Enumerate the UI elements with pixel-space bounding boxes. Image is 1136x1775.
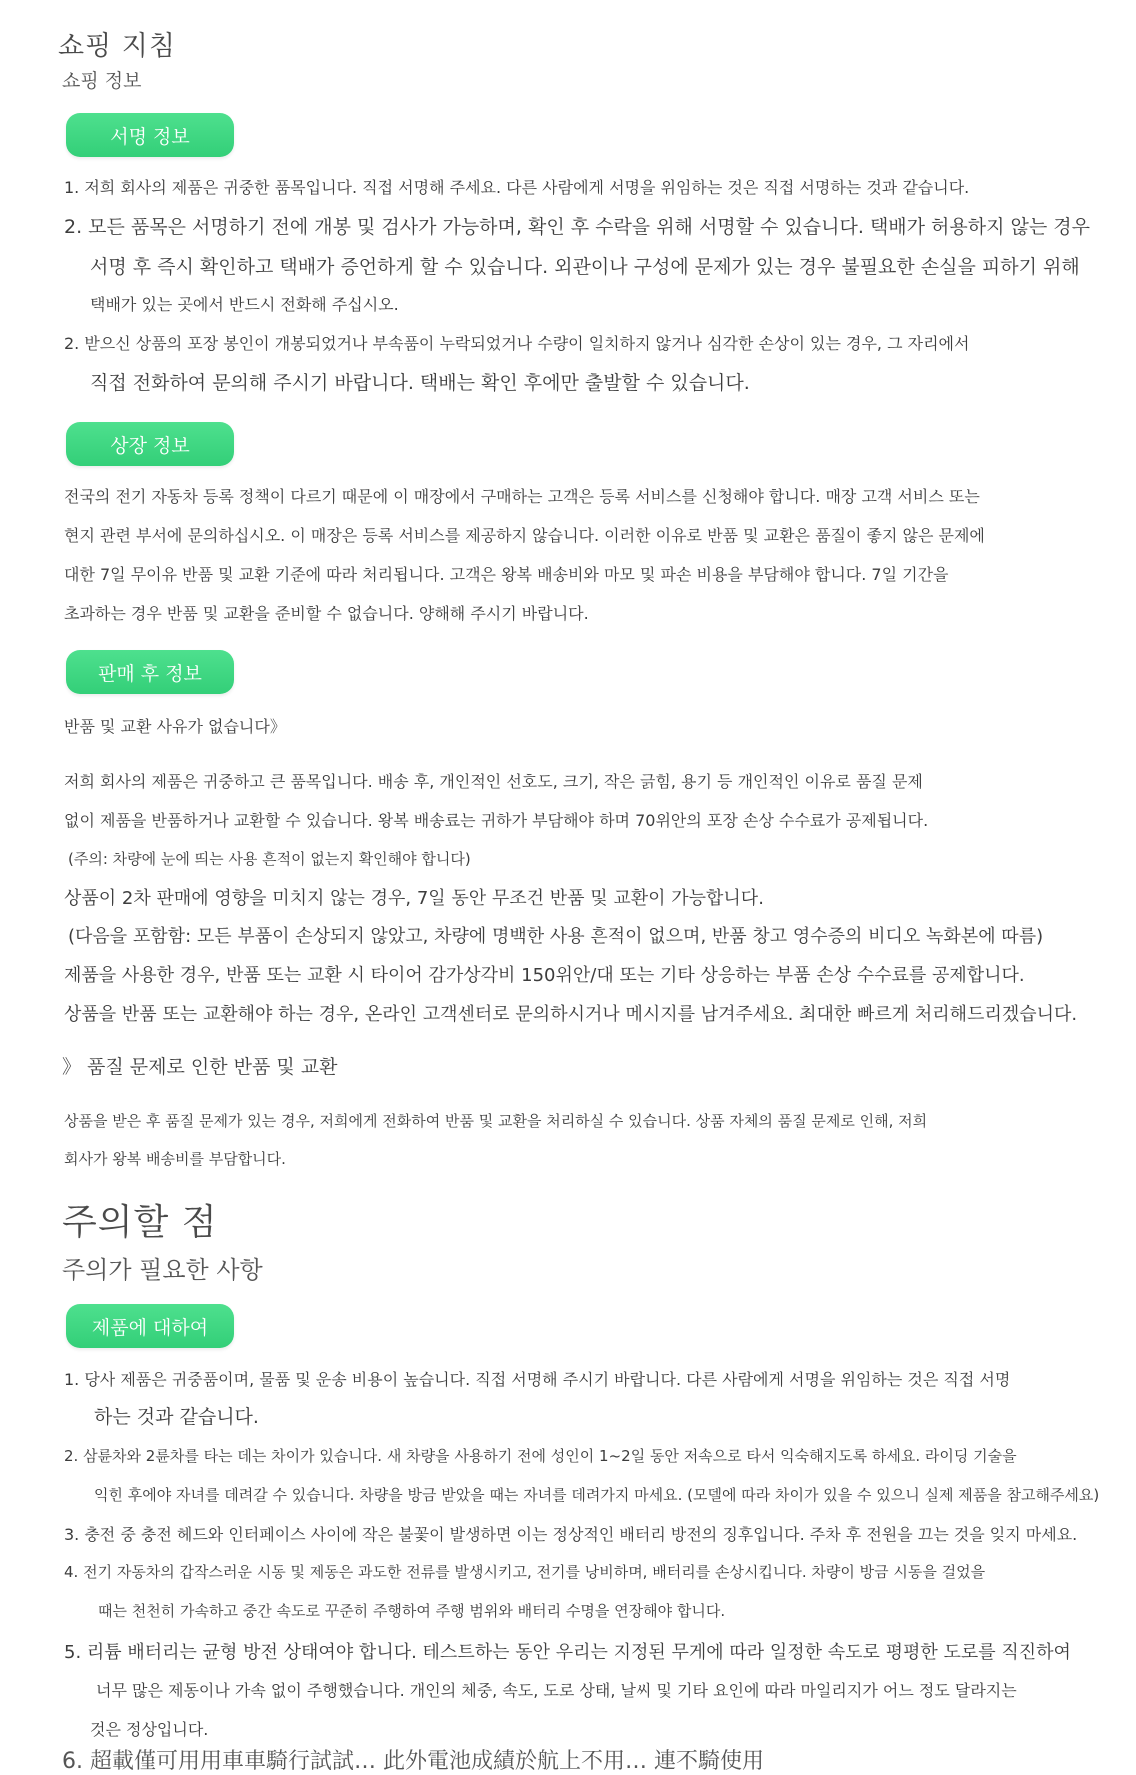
listing-line-1: 전국의 전기 자동차 등록 정책이 다르기 때문에 이 매장에서 구매하는 고객은 등록 서비스를 신청해야 합니다. 매장 고객 서비스 또는 xyxy=(64,487,980,506)
shopping-guide-title: 쇼핑 지침 xyxy=(58,31,176,62)
aftersales-line-2: 없이 제품을 반품하거나 교환할 수 있습니다. 왕복 배송료는 귀하가 부담해야 하며 70위안의 포장 손상 수수료가 공제됩니다. xyxy=(64,811,929,830)
about-product-button[interactable]: 제품에 대하여 xyxy=(66,1304,234,1348)
listing-line-3: 대한 7일 무이유 반품 및 교환 기준에 따라 처리됩니다. 고객은 왕복 배송비와 마모 및 파손 비용을 부담해야 합니다. 7일 기간을 xyxy=(64,565,949,584)
aftersales-line-6: 제품을 사용한 경우, 반품 또는 교환 시 타이어 감가상각비 150위안/대 또는 기타 상응하는 부품 손상 수수료를 공제합니다. xyxy=(64,965,1025,986)
signature-line-3: 서명 후 즉시 확인하고 택배가 증언하게 할 수 있습니다. 외관이나 구성에 문제가 있는 경우 불필요한 손실을 피하기 위해 xyxy=(90,256,1080,278)
cut-off-line: 6. 超載僅可用用車車騎行試試… 此外電池成績於航上不用… 連不騎使用 xyxy=(62,1749,764,1774)
aftersales-line-7: 상품을 반품 또는 교환해야 하는 경우, 온라인 고객센터로 문의하시거나 메시지를 남겨주세요. 최대한 빠르게 처리해드리겠습니다. xyxy=(64,1004,1078,1025)
listing-line-4: 초과하는 경우 반품 및 교환을 준비할 수 없습니다. 양해해 주시기 바랍니다. xyxy=(64,604,589,623)
product-line-5: 3. 충전 중 충전 헤드와 인터페이스 사이에 작은 불꽃이 발생하면 이는 정상적인 배터리 방전의 징후입니다. 주차 후 전원을 끄는 것을 잊지 마세요. xyxy=(64,1525,1078,1544)
product-line-6: 4. 전기 자동차의 갑작스러운 시동 및 제동은 과도한 전류를 발생시키고, 전기를 낭비하며, 배터리를 손상시킵니다. 차량이 방금 시동을 걸었을 xyxy=(64,1563,986,1581)
signature-line-2: 2. 모든 품목은 서명하기 전에 개봉 및 검사가 가능하며, 확인 후 수락을 위해 서명할 수 있습니다. 택배가 허용하지 않는 경우 xyxy=(64,216,1090,238)
product-line-4: 익힌 후에야 자녀를 데려갈 수 있습니다. 차량을 방금 받았을 때는 자녀를 데려가지 마세요. (모델에 따라 차이가 있을 수 있으니 실제 제품을 참고해주세요) xyxy=(94,1486,1100,1504)
aftersales-line-4: 상품이 2차 판매에 영향을 미치지 않는 경우, 7일 동안 무조건 반품 및 교환이 가능합니다. xyxy=(64,888,764,909)
signature-line-6: 직접 전화하여 문의해 주시기 바랍니다. 택배는 확인 후에만 출발할 수 있습니다. xyxy=(90,372,750,394)
shopping-info-subtitle: 쇼핑 정보 xyxy=(62,70,142,92)
caution-title: 주의할 점 xyxy=(62,1202,218,1243)
aftersales-subheading: 반품 및 교환 사유가 없습니다》 xyxy=(64,717,286,736)
signature-line-5: 2. 받으신 상품의 포장 봉인이 개봉되었거나 부속품이 누락되었거나 수량이 일치하지 않거나 심각한 손상이 있는 경우, 그 자리에서 xyxy=(64,334,970,353)
listing-info-button[interactable]: 상장 정보 xyxy=(66,422,234,466)
signature-line-4: 택배가 있는 곳에서 반드시 전화해 주십시오. xyxy=(90,295,399,314)
aftersales-line-1: 저희 회사의 제품은 귀중하고 큰 품목입니다. 배송 후, 개인적인 선호도, 크기, 작은 긁힘, 용기 등 개인적인 이유로 품질 문제 xyxy=(64,772,923,791)
product-line-10: 것은 정상입니다. xyxy=(90,1720,209,1739)
caution-subtitle: 주의가 필요한 사항 xyxy=(62,1256,263,1284)
product-line-1: 1. 당사 제품은 귀중품이며, 물품 및 운송 비용이 높습니다. 직접 서명해 주시기 바랍니다. 다른 사람에게 서명을 위임하는 것은 직접 서명 xyxy=(64,1370,1011,1389)
quality-line-1: 상품을 받은 후 품질 문제가 있는 경우, 저희에게 전화하여 반품 및 교환을 처리하실 수 있습니다. 상품 자체의 품질 문제로 인해, 저희 xyxy=(64,1112,928,1130)
aftersales-info-button[interactable]: 판매 후 정보 xyxy=(66,650,234,694)
aftersales-line-5: (다음을 포함함: 모든 부품이 손상되지 않았고, 차량에 명백한 사용 흔적이 없으며, 반품 창고 영수증의 비디오 녹화본에 따름) xyxy=(68,926,1044,947)
aftersales-line-3: (주의: 차량에 눈에 띄는 사용 흔적이 없는지 확인해야 합니다) xyxy=(68,850,471,868)
product-line-7: 때는 천천히 가속하고 중간 속도로 꾸준히 주행하여 주행 범위와 배터리 수명을 연장해야 합니다. xyxy=(98,1602,726,1620)
quality-line-2: 회사가 왕복 배송비를 부담합니다. xyxy=(64,1150,286,1168)
listing-line-2: 현지 관련 부서에 문의하십시오. 이 매장은 등록 서비스를 제공하지 않습니다. 이러한 이유로 반품 및 교환은 품질이 좋지 않은 문제에 xyxy=(64,526,985,545)
product-line-9: 너무 많은 제동이나 가속 없이 주행했습니다. 개인의 체중, 속도, 도로 상태, 날씨 및 기타 요인에 따라 마일리지가 어느 정도 달라지는 xyxy=(96,1681,1017,1700)
quality-issue-heading: 》 품질 문제로 인한 반품 및 교환 xyxy=(62,1056,338,1078)
signature-info-button[interactable]: 서명 정보 xyxy=(66,113,234,157)
signature-line-1: 1. 저희 회사의 제품은 귀중한 품목입니다. 직접 서명해 주세요. 다른 사람에게 서명을 위임하는 것은 직접 서명하는 것과 같습니다. xyxy=(64,178,970,197)
product-line-3: 2. 삼륜차와 2륜차를 타는 데는 차이가 있습니다. 새 차량을 사용하기 전에 성인이 1~2일 동안 저속으로 타서 익숙해지도록 하세요. 라이딩 기술을 xyxy=(64,1447,1017,1465)
product-line-2: 하는 것과 같습니다. xyxy=(94,1406,259,1428)
product-line-8: 5. 리튬 배터리는 균형 방전 상태여야 합니다. 테스트하는 동안 우리는 지정된 무게에 따라 일정한 속도로 평평한 도로를 직진하여 xyxy=(64,1642,1071,1663)
